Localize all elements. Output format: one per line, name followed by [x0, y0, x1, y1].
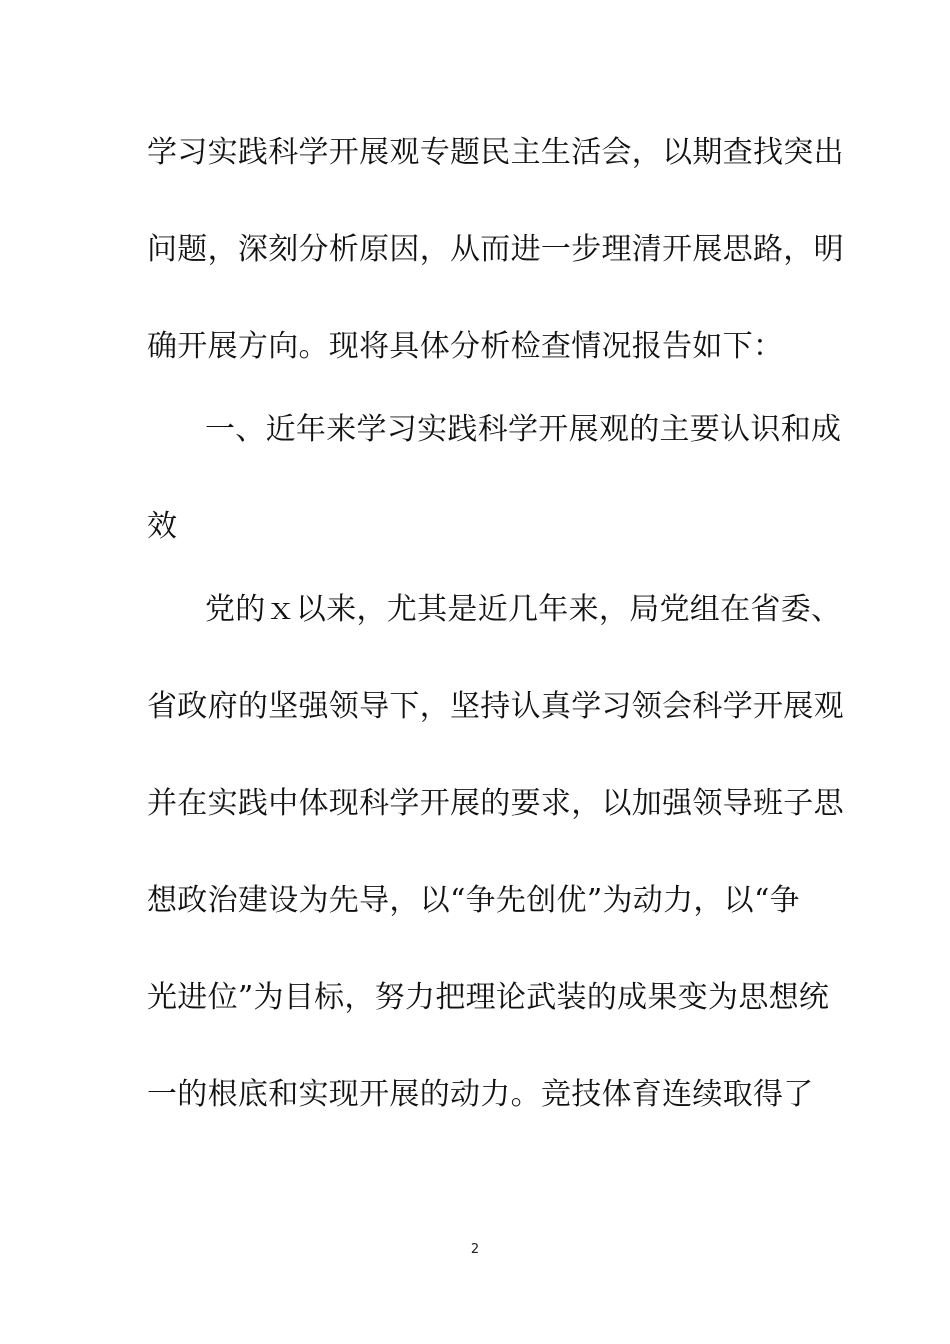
page-number: 2: [470, 1242, 480, 1257]
section-heading-line-1: 一、近年来学习实践科学开展观的主要认识和成: [205, 412, 842, 447]
text-line-6: 党的ｘ以来，尤其是近几年来，局党组在省委、: [205, 592, 842, 627]
text-line-1: 学习实践科学开展观专题民主生活会，以期查找突出: [147, 135, 844, 170]
text-line-8: 并在实践中体现科学开展的要求，以加强领导班子思: [147, 786, 844, 821]
text-line-10: 光进位”为目标，努力把理论武装的成果变为思想统: [147, 980, 830, 1015]
text-line-11: 一的根底和实现开展的动力。竞技体育连续取得了: [147, 1077, 814, 1112]
section-heading-line-2: 效: [147, 509, 178, 544]
text-line-7: 省政府的坚强领导下，坚持认真学习领会科学开展观: [147, 689, 844, 724]
text-line-2: 问题，深刻分析原因，从而进一步理清开展思路，明: [147, 232, 844, 267]
text-line-3: 确开展方向。现将具体分析检查情况报告如下：: [147, 329, 784, 364]
text-line-9: 想政治建设为先导，以“争先创优”为动力，以“争: [147, 883, 800, 918]
